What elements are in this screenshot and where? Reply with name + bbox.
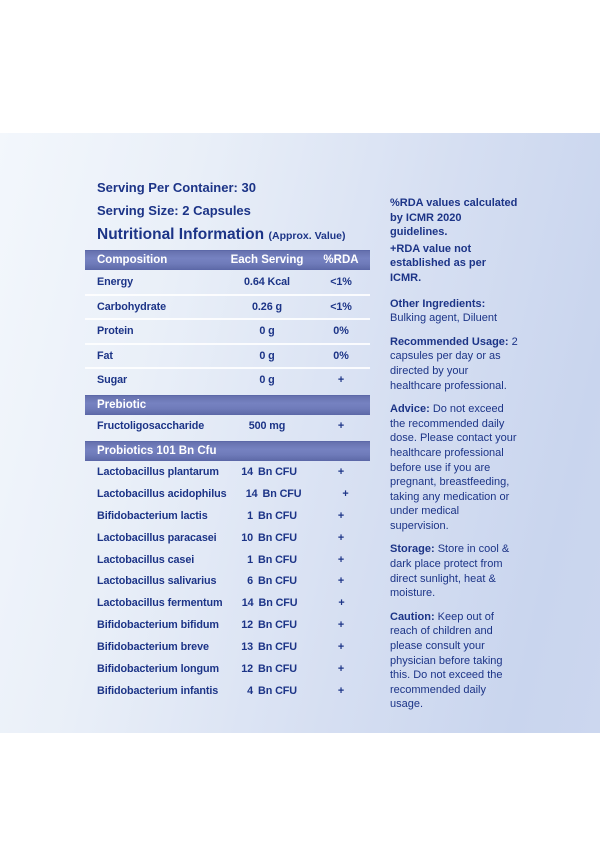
rda-value: <1%: [330, 300, 352, 313]
column-each-serving: Each Serving: [230, 254, 304, 266]
rda-value: +: [337, 575, 345, 588]
info-section-text: Do not exceed the recommended daily dose. Please contact your healthcare professional before use if you are pregnant, breastfeeding, taking any medication or under medical supervision.: [390, 403, 517, 532]
table-row: [85, 592, 370, 614]
probiotic-cfu-amount: [227, 488, 317, 500]
rda-value: +: [337, 420, 345, 433]
composition-name: Fat: [97, 349, 113, 362]
table-row: [85, 483, 370, 505]
table-row: [85, 549, 370, 571]
cfu-count: 14: [241, 465, 253, 478]
probiotic-strain-name: Lactobacillus plantarum: [97, 465, 219, 478]
table-row: [85, 527, 370, 549]
probiotic-cfu-amount: [222, 619, 312, 631]
cfu-count: 1: [247, 553, 253, 566]
column-rda: %RDA: [323, 254, 359, 266]
rda-value: 0%: [333, 325, 349, 338]
probiotic-cfu-amount: [222, 663, 312, 675]
cfu-count: 4: [247, 684, 253, 697]
rda-value: +: [337, 641, 345, 654]
composition-name: Sugar: [97, 374, 128, 387]
rda-value: +: [337, 531, 345, 544]
probiotic-strain-name: Bifidobacterium breve: [97, 641, 209, 654]
cfu-unit: Bn CFU: [258, 684, 297, 697]
cfu-count: 6: [247, 575, 253, 588]
probiotic-cfu-amount: [223, 597, 313, 609]
table-header-row: [85, 250, 370, 270]
column-composition: Composition: [97, 254, 168, 266]
table-row: [85, 680, 370, 702]
composition-name: Fructoligosaccharide: [97, 420, 205, 433]
probiotic-cfu-amount: [222, 532, 312, 544]
serving-amount: 0.26 g: [251, 300, 282, 313]
probiotic-strain-name: Lactobacillus casei: [97, 553, 195, 566]
probiotic-rows: [85, 461, 370, 702]
probiotic-cfu-amount: [222, 575, 312, 587]
info-section: [390, 542, 519, 600]
cfu-count: 12: [241, 619, 253, 632]
serving-amount: 500 mg: [248, 420, 286, 433]
info-section: [390, 335, 519, 393]
probiotic-cfu-amount: [222, 641, 312, 653]
rda-value: <1%: [330, 276, 352, 289]
table-row: [85, 658, 370, 680]
nutrition-title: [85, 224, 370, 250]
probiotic-strain-name: Bifidobacterium longum: [97, 662, 219, 675]
cfu-count: 13: [241, 641, 253, 654]
serving-size: Serving Size: 2 Capsules: [97, 203, 251, 218]
info-text-column: [390, 196, 519, 721]
table-row: [85, 345, 370, 370]
cfu-count: 1: [247, 509, 253, 522]
info-sections: [390, 297, 519, 712]
info-section-label: Other Ingredients:: [390, 297, 486, 310]
cfu-unit: Bn CFU: [258, 597, 298, 610]
table-row: [85, 614, 370, 636]
info-section-text: Bulking agent, Diluent: [390, 312, 498, 325]
cfu-unit: Bn CFU: [258, 641, 297, 654]
rda-value: +: [337, 553, 345, 566]
rda-value: +: [337, 684, 345, 697]
prebiotic-rows: [85, 415, 370, 438]
table-row: [85, 461, 370, 483]
cfu-count: 12: [241, 662, 253, 675]
prebiotic-section-label: Prebiotic: [97, 399, 147, 411]
probiotic-strain-name: Bifidobacterium lactis: [97, 509, 208, 522]
serving-per-container: Serving Per Container: 30: [97, 180, 256, 195]
macro-rows: [85, 271, 370, 392]
serving-amount: 0 g: [259, 349, 275, 362]
probiotic-cfu-amount: [222, 510, 312, 522]
rda-guideline-note: %RDA values calculated by ICMR 2020 guidelines.: [390, 197, 518, 239]
cfu-unit: Bn CFU: [258, 575, 297, 588]
info-section: [390, 297, 519, 326]
info-section-text: Store in cool & dark place protect from direct sunlight, heat & moisture.: [390, 543, 510, 600]
probiotic-strain-name: Lactobacillus acidophilus: [97, 487, 227, 500]
probiotic-strain-name: Bifidobacterium bifidum: [97, 619, 219, 632]
probiotic-strain-name: Lactobacillus fermentum: [97, 597, 223, 610]
probiotic-cfu-amount: [222, 466, 312, 478]
table-row: [85, 570, 370, 592]
rda-value: +: [338, 597, 345, 610]
serving-amount: 0.64 Kcal: [244, 276, 290, 289]
table-row: [85, 636, 370, 658]
rda-value: +: [337, 374, 345, 387]
serving-amount: 0 g: [259, 325, 275, 338]
info-section: [390, 402, 519, 533]
cfu-unit: Bn CFU: [258, 465, 297, 478]
composition-name: Protein: [97, 325, 134, 338]
table-row: [85, 369, 370, 392]
info-section-text: Keep out of reach of children and please consult your physician before taking this. Do not exceed the recommended daily usage.: [390, 610, 503, 711]
info-section-label: Caution:: [390, 610, 435, 623]
cfu-unit: Bn CFU: [258, 553, 297, 566]
probiotics-section-label: Probiotics 101 Bn Cfu: [97, 445, 217, 457]
table-row: [85, 296, 370, 321]
probiotics-section-header: [85, 441, 370, 461]
cfu-unit: Bn CFU: [258, 531, 297, 544]
rda-value: +: [337, 619, 345, 632]
composition-name: Carbohydrate: [97, 300, 166, 313]
cfu-count: 14: [241, 597, 254, 610]
table-row: [85, 415, 370, 438]
rda-not-established-note: +RDA value not established as per ICMR.: [390, 242, 486, 284]
cfu-count: 10: [241, 531, 253, 544]
cfu-unit: Bn CFU: [258, 509, 297, 522]
cfu-unit: Bn CFU: [258, 662, 297, 675]
rda-value: 0%: [333, 349, 349, 362]
rda-value: +: [337, 662, 345, 675]
cfu-unit: Bn CFU: [258, 619, 297, 632]
info-section-label: Storage:: [390, 543, 435, 556]
info-section-label: Advice:: [390, 403, 430, 416]
probiotic-cfu-amount: [222, 554, 312, 566]
table-row: [85, 505, 370, 527]
prebiotic-section-header: [85, 395, 370, 415]
serving-amount: 0 g: [259, 374, 275, 387]
info-section-label: Recommended Usage:: [390, 335, 509, 348]
probiotic-cfu-amount: [222, 685, 312, 697]
probiotic-strain-name: Lactobacillus paracasei: [97, 531, 217, 544]
rda-value: +: [337, 465, 345, 478]
info-section-text: 2 capsules per day or as directed by your healthcare professional.: [390, 335, 518, 392]
nutrition-table-column: [85, 178, 370, 702]
supplement-facts-panel: [0, 133, 600, 733]
cfu-unit: Bn CFU: [262, 487, 302, 500]
composition-name: Energy: [97, 276, 134, 289]
nutrition-title-main: Nutritional Information: [97, 226, 265, 243]
probiotic-strain-name: Bifidobacterium infantis: [97, 684, 219, 697]
rda-value: +: [337, 509, 345, 522]
probiotic-strain-name: Lactobacillus salivarius: [97, 575, 217, 588]
table-row: [85, 271, 370, 296]
info-section: [390, 610, 519, 712]
table-row: [85, 320, 370, 345]
nutrition-title-suffix: (Approx. Value): [268, 230, 346, 242]
rda-value: +: [342, 487, 349, 500]
cfu-count: 14: [245, 487, 258, 500]
